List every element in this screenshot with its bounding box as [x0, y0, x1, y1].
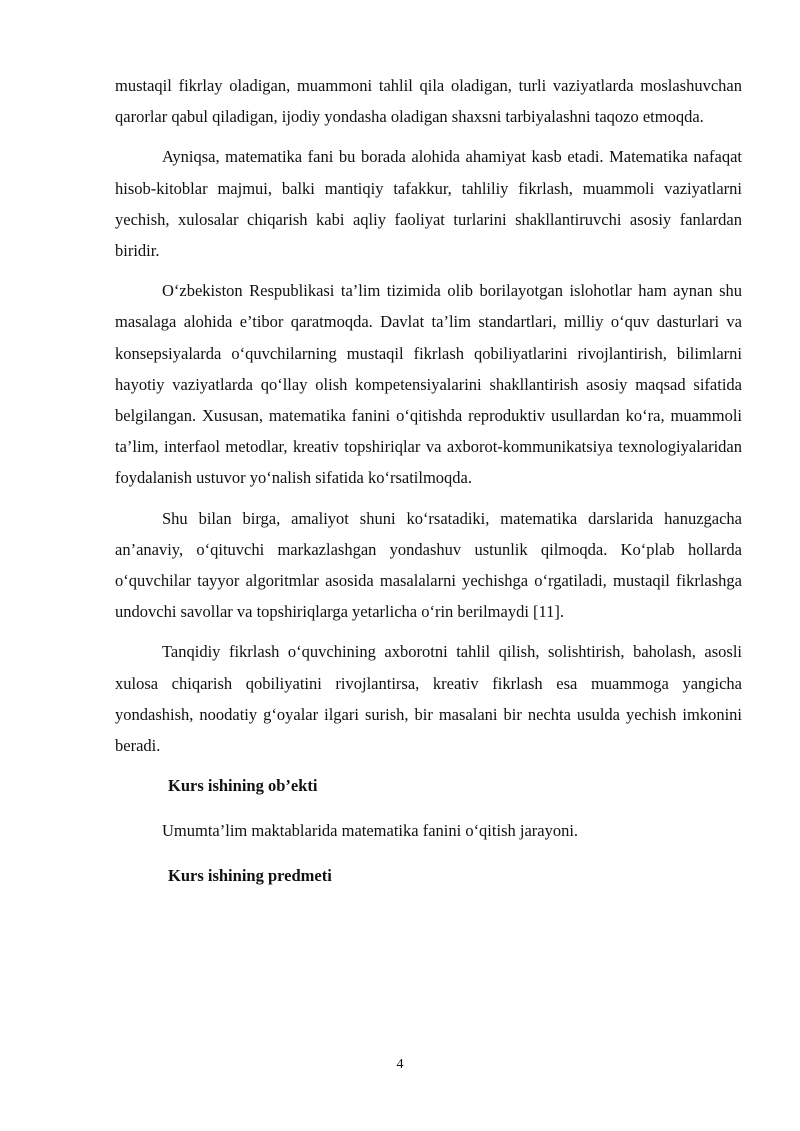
subject-heading: Kurs ishining predmeti	[168, 866, 332, 886]
paragraph-continuation: mustaqil fikrlay oladigan, muammoni tahlil qila oladigan, turli vaziyatlarda moslashuvchan qarorlar qabul qiladigan, ijodiy yondasha oladigan shaxsni tarbiyalashni taqozo etmoqda.	[115, 76, 742, 127]
paragraph-critical-thinking: Tanqidiy fikrlash o‘quvchining axborotni tahlil qilish, solishtirish, baholash, asosli xulosa chiqarish qobiliyatini rivojlantirsa, kreativ fikrlash esa muammoga yangicha yondashish, noodatiy g‘oyalar ilgari surish, bir masalani bir nechta usulda yechish imkonini beradi.	[115, 642, 742, 756]
page-content	[115, 70, 742, 905]
paragraph-practice-observation: Shu bilan birga, amaliyot shuni ko‘rsatadiki, matematika darslarida hanuzgacha an’anaviy, o‘qituvchi markazlashgan yondashuv ustunlik qilmoqda. Ko‘plab hollarda o‘quvchilar tayyor algoritmlar asosida masalalarni yechishga o‘rgatiladi, mustaqil fikrlashga undovchi savollar va topshiriqlarga yetarlicha o‘rin berilmaydi [11].	[115, 508, 742, 622]
paragraph-education-reforms: O‘zbekiston Respublikasi ta’lim tizimida olib borilayotgan islohotlar ham aynan shu masalaga alohida e’tibor qaratmoqda. Davlat ta’lim standartlari, milliy o‘quv dasturlari va konsepsiyalarda o‘quvchilarning mustaqil fikrlash qobiliyatlarini rivojlantirish, bilimlarni hayotiy vaziyatlarda qo‘llay olish kompetensiyalarini shakllantirish asosiy maqsad sifatida belgilangan. Xususan, matematika fanini o‘qitishda reproduktiv usullardan ko‘ra, muammoli ta’lim, interfaol metodlar, kreativ topshiriqlar va axborot-kommunikatsiya texnologiyalaridan foydalanish ustuvor yo‘nalish sifatida ko‘rsatilmoqda.	[115, 281, 742, 488]
paragraph-mathematics-importance: Ayniqsa, matematika fani bu borada alohida ahamiyat kasb etadi. Matematika nafaqat hisob-kitoblar majmui, balki mantiqiy tafakkur, tahliliy fikrlash, muammoli vaziyatlarni yechish, xulosalar chiqarish kabi aqliy faoliyat turlarini shakllantiruvchi asosiy fanlardan biridir.	[115, 147, 742, 261]
object-text: Umumta’lim maktablarida matematika fanini o‘qitish jarayoni.	[162, 821, 579, 841]
page-number: 4	[396, 1057, 404, 1072]
object-heading: Kurs ishining ob’ekti	[168, 776, 318, 796]
